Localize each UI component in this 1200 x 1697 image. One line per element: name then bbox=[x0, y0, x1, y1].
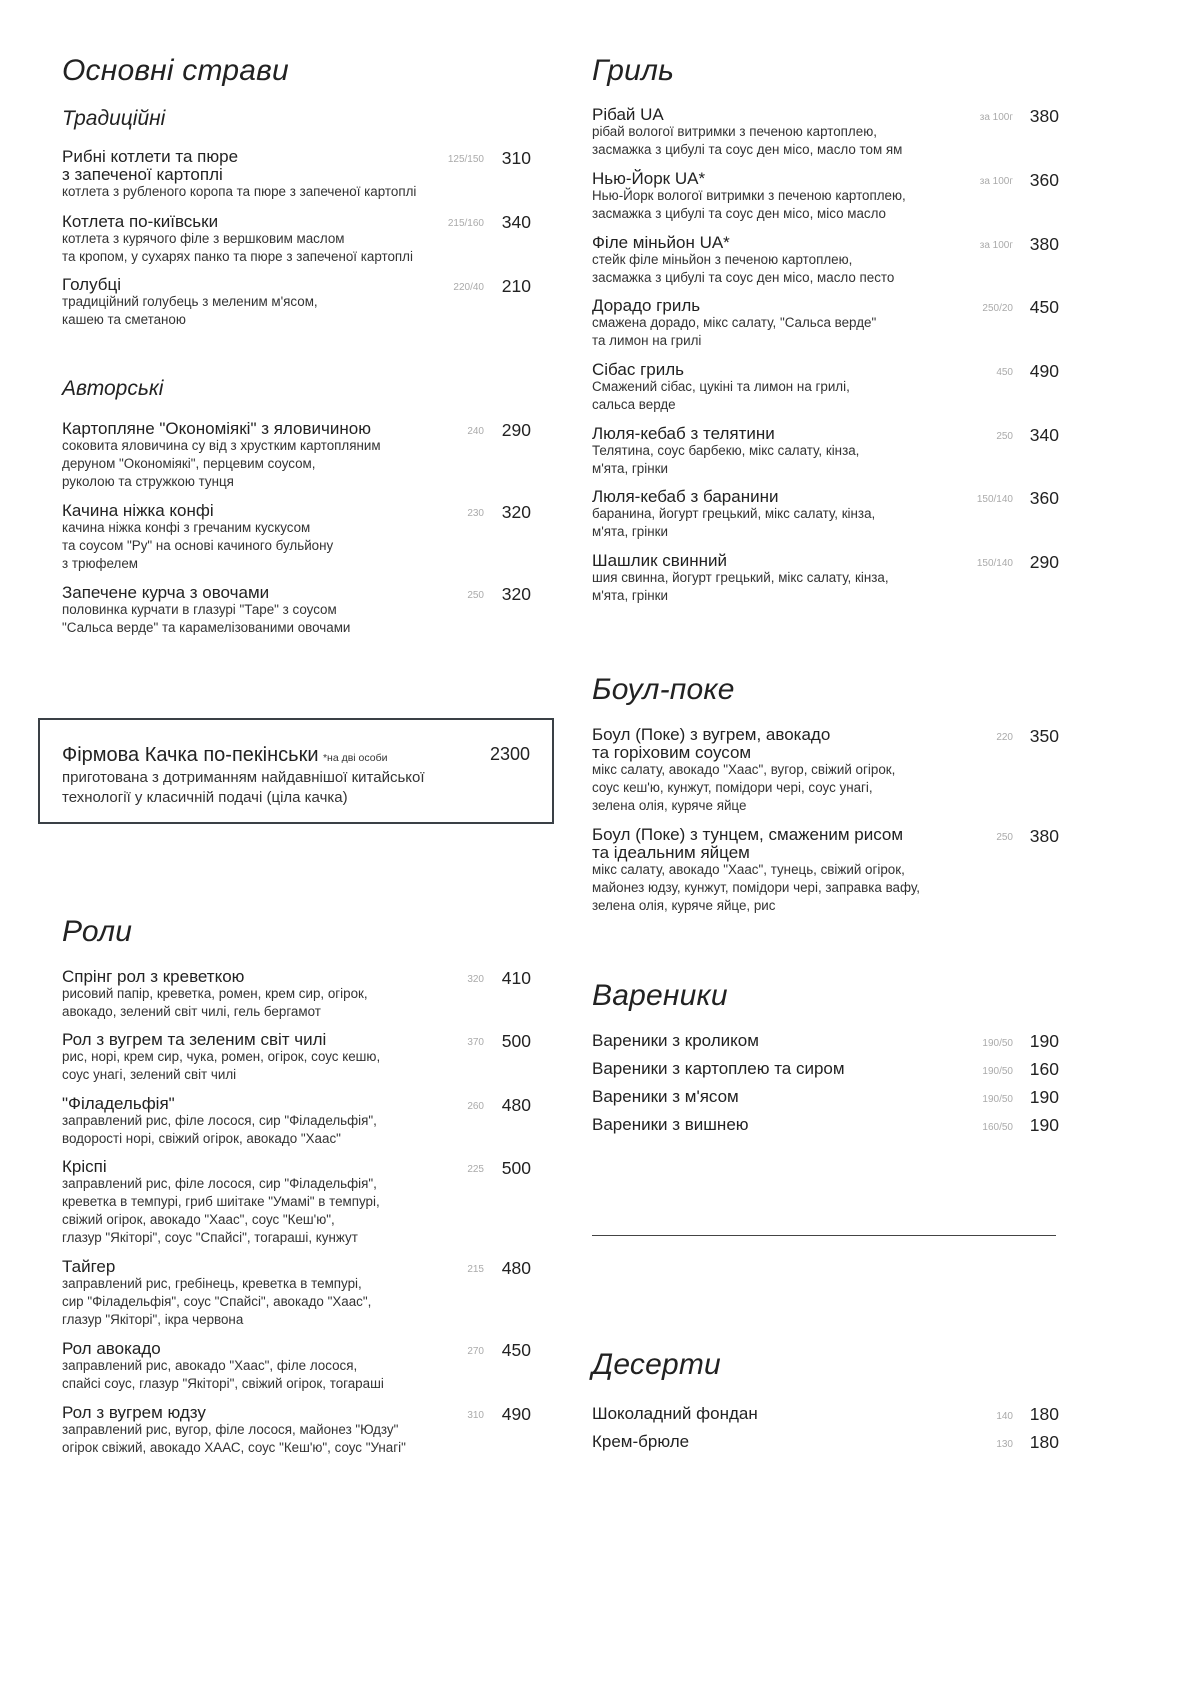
item-name: Рол авокадо bbox=[62, 1339, 161, 1358]
item-price: 290 bbox=[1029, 552, 1059, 572]
item-name: Котлета по-київськи bbox=[62, 212, 219, 231]
item-weight: 240 bbox=[467, 426, 484, 437]
item-weight: 215 bbox=[467, 1264, 484, 1275]
item-description: рисовий папір, креветка, ромен, крем сир, огірок, авокадо, зелений світ чилі, гель бергамот bbox=[62, 986, 368, 1019]
item-name: Боул (Поке) з тунцем, смаженим рисом та ідеальним яйцем bbox=[592, 825, 904, 862]
item-description: заправлений рис, авокадо "Хаас", філе лосося, спайсі соус, глазур "Якіторі", свіжий огірок, тогараші bbox=[62, 1358, 384, 1391]
item-description: стейк філе міньйон з печеною картоплею, засмажка з цибулі та соус ден місо, масло песто bbox=[592, 252, 895, 285]
item-weight: за 100г bbox=[979, 240, 1013, 251]
item-weight: 270 bbox=[467, 1346, 484, 1357]
item-price: 340 bbox=[501, 212, 531, 232]
item-description: смажена дорадо, мікс салату, "Сальса верде" та лимон на грилі bbox=[592, 315, 877, 348]
item-name: Шашлик свинний bbox=[592, 551, 728, 570]
featured-dish-price: 2300 bbox=[489, 744, 530, 764]
item-description: Смажений сібас, цукіні та лимон на грилі, сальса верде bbox=[592, 379, 850, 412]
item-description: заправлений рис, філе лосося, сир "Філадельфія", креветка в темпурі, гриб шиітаке "Умамі" в темпурі, свіжий огірок, авокадо "Хаас", соус "Кеш'ю", глазур "Якіторі", соус "Спайсі", тогараші, кунжут bbox=[62, 1176, 380, 1245]
section-title-grill: Гриль bbox=[592, 54, 675, 87]
item-name: Рол з вугрем юдзу bbox=[62, 1403, 206, 1422]
item-price: 180 bbox=[1029, 1404, 1059, 1424]
item-price: 350 bbox=[1029, 726, 1059, 746]
item-name: Качина ніжка конфі bbox=[62, 501, 214, 520]
item-weight: 220 bbox=[996, 732, 1013, 743]
item-description: рис, норі, крем сир, чука, ромен, огірок, соус кешю, соус унагі, зелений світ чилі bbox=[62, 1049, 381, 1082]
item-price: 380 bbox=[1029, 826, 1059, 846]
item-name: Рибні котлети та пюре з запеченої картоплі bbox=[62, 147, 239, 184]
item-price: 410 bbox=[501, 968, 531, 988]
item-price: 480 bbox=[501, 1095, 531, 1115]
item-name: Запечене курча з овочами bbox=[62, 583, 270, 602]
item-name: Крем-брюле bbox=[592, 1432, 690, 1451]
item-name: Філе міньйон UA* bbox=[592, 233, 730, 252]
item-name: Вареники з картоплею та сиром bbox=[592, 1059, 845, 1078]
item-price: 190 bbox=[1029, 1031, 1059, 1051]
menu-item bbox=[592, 552, 889, 605]
item-weight: 250/20 bbox=[982, 303, 1013, 314]
item-price: 190 bbox=[1029, 1115, 1059, 1135]
menu-item bbox=[592, 297, 876, 350]
menu-item bbox=[62, 213, 413, 266]
subsection-title-traditional: Традиційні bbox=[62, 107, 166, 130]
menu-item bbox=[62, 1340, 384, 1393]
item-weight: 250 bbox=[996, 431, 1013, 442]
menu-item bbox=[62, 1258, 371, 1329]
item-name: Вареники з вишнею bbox=[592, 1115, 749, 1134]
item-weight: за 100г bbox=[979, 176, 1013, 187]
item-price: 290 bbox=[501, 420, 531, 440]
item-price: 500 bbox=[501, 1158, 531, 1178]
item-price: 490 bbox=[1029, 361, 1059, 381]
item-name: Дорадо гриль bbox=[592, 296, 701, 315]
featured-dish-heading bbox=[62, 744, 387, 767]
item-description: заправлений рис, вугор, філе лосося, майонез "Юдзу" огірок свіжий, авокадо ХААС, соус "Кеш'ю", соус "Унагі" bbox=[62, 1422, 406, 1455]
item-weight: за 100г bbox=[979, 112, 1013, 123]
item-price: 210 bbox=[501, 276, 531, 296]
item-weight: 220/40 bbox=[453, 282, 484, 293]
item-weight: 250 bbox=[467, 590, 484, 601]
menu-item bbox=[62, 584, 350, 637]
item-description: Телятина, соус барбекю, мікс салату, кінза, м'ята, грінки bbox=[592, 443, 860, 476]
menu-item bbox=[592, 106, 902, 159]
item-description: баранина, йогурт грецький, мікс салату, кінза, м'ята, грінки bbox=[592, 506, 876, 539]
item-weight: 150/140 bbox=[976, 494, 1013, 505]
menu-item bbox=[62, 148, 416, 201]
item-weight: 230 bbox=[467, 508, 484, 519]
item-weight: 215/160 bbox=[447, 218, 484, 229]
item-weight: 150/140 bbox=[976, 558, 1013, 569]
item-price: 490 bbox=[501, 1404, 531, 1424]
item-name: "Філадельфія" bbox=[62, 1094, 175, 1113]
item-price: 320 bbox=[501, 584, 531, 604]
item-price: 500 bbox=[501, 1031, 531, 1051]
menu-item bbox=[592, 425, 859, 478]
item-description: половинка курчати в глазурі "Таре" з соусом "Сальса верде" та карамелізованими овочами bbox=[62, 602, 351, 635]
menu-item bbox=[592, 726, 895, 815]
item-weight: 125/150 bbox=[447, 154, 484, 165]
featured-dish-note: *на дві особи bbox=[322, 752, 388, 764]
featured-dish-description: приготована з дотриманням найдавнішої китайської технології у класичній подачі (ціла качка) bbox=[62, 769, 425, 806]
item-description: мікс салату, авокадо "Хаас", тунець, свіжий огірок, майонез юдзу, кунжут, помідори чері, заправка вафу, зелена олія, куряче яйце, рис bbox=[592, 862, 920, 913]
menu-item bbox=[62, 1095, 377, 1148]
item-name: Люля-кебаб з баранини bbox=[592, 487, 779, 506]
section-title-mains: Основні страви bbox=[62, 54, 289, 87]
menu-item bbox=[62, 1158, 380, 1247]
item-price: 160 bbox=[1029, 1059, 1059, 1079]
item-weight: 190/50 bbox=[982, 1066, 1013, 1077]
item-name: Боул (Поке) з вугрем, авокадо та горіховим соусом bbox=[592, 725, 831, 762]
item-description: мікс салату, авокадо "Хаас", вугор, свіжий огірок, соус кеш'ю, кунжут, помідори чері, соус унагі, зелена олія, куряче яйце bbox=[592, 762, 896, 813]
item-price: 190 bbox=[1029, 1087, 1059, 1107]
item-weight: 260 bbox=[467, 1101, 484, 1112]
item-weight: 130 bbox=[996, 1439, 1013, 1450]
item-description: заправлений рис, філе лосося, сир "Філадельфія", водорості норі, свіжий огірок, авокадо "Хаас" bbox=[62, 1113, 377, 1146]
featured-dish-name: Фірмова Качка по-пекінськи bbox=[62, 744, 319, 766]
item-price: 380 bbox=[1029, 106, 1059, 126]
item-description: соковита яловичина су від з хрустким картопляним деруном "Окономіякі", перцевим соусом, руколою та стружкою тунця bbox=[62, 438, 381, 489]
item-name: Кріспі bbox=[62, 1157, 107, 1176]
menu-item bbox=[592, 170, 906, 223]
menu-item bbox=[592, 488, 875, 541]
item-weight: 190/50 bbox=[982, 1094, 1013, 1105]
item-price: 320 bbox=[501, 502, 531, 522]
item-weight: 140 bbox=[996, 1411, 1013, 1422]
menu-item bbox=[62, 1404, 406, 1457]
item-weight: 370 bbox=[467, 1037, 484, 1048]
menu-item bbox=[592, 826, 920, 915]
item-name: Рібай UA bbox=[592, 105, 664, 124]
item-name: Люля-кебаб з телятини bbox=[592, 424, 775, 443]
menu-item bbox=[62, 420, 381, 491]
menu-item bbox=[62, 1031, 380, 1084]
item-name: Тайгер bbox=[62, 1257, 116, 1276]
menu-item bbox=[592, 361, 850, 414]
divider bbox=[592, 1235, 1056, 1236]
item-weight: 250 bbox=[996, 832, 1013, 843]
item-weight: 310 bbox=[467, 1410, 484, 1421]
item-name: Шоколадний фондан bbox=[592, 1404, 758, 1423]
featured-dish-box bbox=[38, 718, 554, 824]
item-price: 450 bbox=[501, 1340, 531, 1360]
item-description: заправлений рис, гребінець, креветка в темпурі, сир "Філадельфія", соус "Спайсі", авокадо "Хаас", глазур "Якіторі", ікра червона bbox=[62, 1276, 372, 1327]
item-price: 310 bbox=[501, 148, 531, 168]
item-price: 360 bbox=[1029, 170, 1059, 190]
item-price: 360 bbox=[1029, 488, 1059, 508]
item-price: 180 bbox=[1029, 1432, 1059, 1452]
item-name: Голубці bbox=[62, 275, 122, 294]
item-description: традиційний голубець з меленим м'ясом, кашею та сметаною bbox=[62, 294, 318, 327]
item-name: Спрінг рол з креветкою bbox=[62, 967, 245, 986]
section-title-desserts: Десерти bbox=[592, 1348, 721, 1381]
item-price: 380 bbox=[1029, 234, 1059, 254]
item-name: Вареники з кроликом bbox=[592, 1031, 759, 1050]
item-weight: 160/50 bbox=[982, 1122, 1013, 1133]
menu-item bbox=[592, 234, 894, 287]
item-price: 450 bbox=[1029, 297, 1059, 317]
menu-item bbox=[62, 502, 333, 573]
item-price: 340 bbox=[1029, 425, 1059, 445]
item-weight: 320 bbox=[467, 974, 484, 985]
item-weight: 450 bbox=[996, 367, 1013, 378]
item-description: шия свинна, йогурт грецький, мікс салату, кінза, м'ята, грінки bbox=[592, 570, 889, 603]
item-description: рібай вологої витримки з печеною картоплею, засмажка з цибулі та соус ден місо, масло том ям bbox=[592, 124, 903, 157]
item-weight: 225 bbox=[467, 1164, 484, 1175]
item-name: Картопляне "Окономіякі" з яловичиною bbox=[62, 419, 371, 438]
menu-item bbox=[62, 968, 368, 1021]
item-price: 480 bbox=[501, 1258, 531, 1278]
item-weight: 190/50 bbox=[982, 1038, 1013, 1049]
item-description: Нью-Йорк вологої витримки з печеною картоплею, засмажка з цибулі та соус ден місо, місо масло bbox=[592, 188, 906, 221]
item-description: котлета з курячого філе з вершковим маслом та кропом, у сухарях панко та пюре з запеченої картоплі bbox=[62, 231, 413, 264]
menu-item bbox=[62, 276, 318, 329]
section-title-rolls: Роли bbox=[62, 915, 133, 948]
subsection-title-signature: Авторські bbox=[62, 377, 164, 400]
section-title-dumplings: Вареники bbox=[592, 979, 728, 1012]
item-description: качина ніжка конфі з гречаним кускусом та соусом "Ру" на основі качиного бульйону з трюфелем bbox=[62, 520, 334, 571]
item-name: Вареники з м'ясом bbox=[592, 1087, 739, 1106]
item-name: Сібас гриль bbox=[592, 360, 685, 379]
section-title-bowls: Боул-поке bbox=[592, 673, 735, 706]
item-name: Нью-Йорк UA* bbox=[592, 169, 706, 188]
item-name: Рол з вугрем та зеленим світ чилі bbox=[62, 1030, 327, 1049]
item-description: котлета з рубленого коропа та пюре з запеченої картоплі bbox=[62, 184, 417, 199]
